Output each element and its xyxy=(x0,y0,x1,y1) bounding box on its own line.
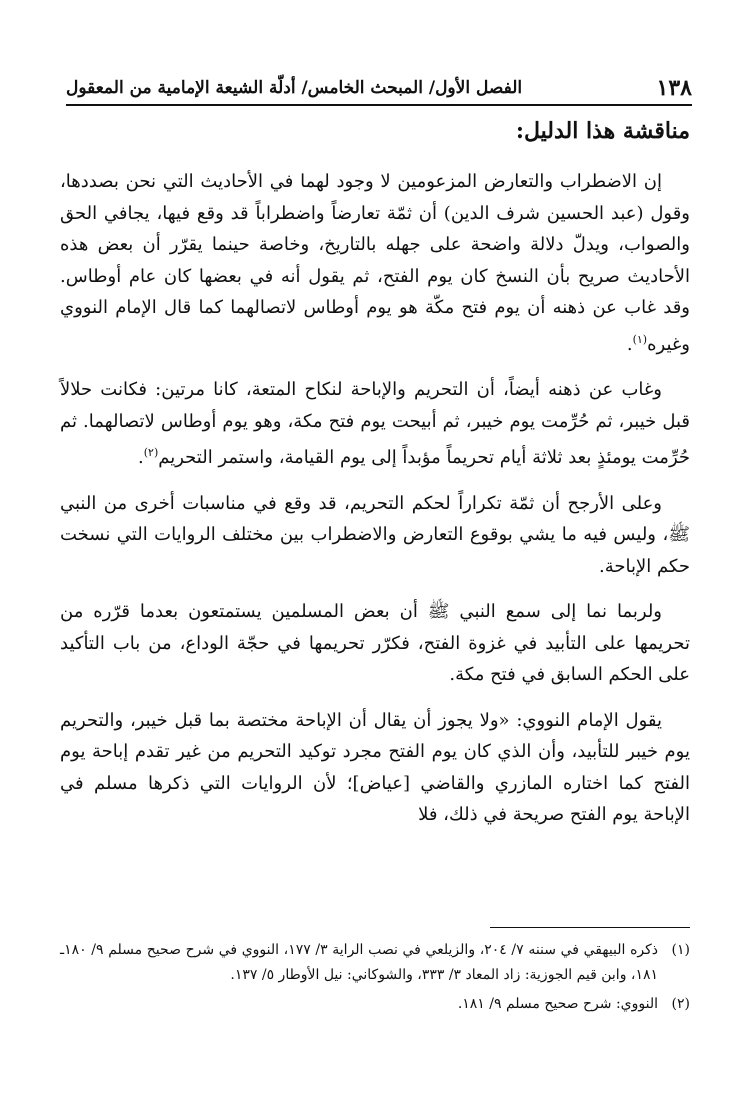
footnote xyxy=(60,938,690,988)
running-title: الفصل الأول/ المبحث الخامس/ أدلّة الشيعة الإمامية من المعقول xyxy=(66,78,523,98)
footnote-text: النووي: شرح صحيح مسلم ٩/ ١٨١. xyxy=(457,996,658,1012)
paragraph-end: . xyxy=(626,333,633,355)
body-text xyxy=(60,166,690,845)
footnote-text: ذكره البيهقي في سننه ٧/ ٢٠٤، والزيلعي في نصب الراية ٣/ ١٧٧، النووي في شرح صحيح مسلم ٩/ ١٨٠ـ ١٨١، وابن قيم الجوزية: زاد المعاد ٣/ ٣٣٣، والشوكاني: نيل الأوطار ٥/ ١٣٧. xyxy=(60,942,659,983)
paragraph xyxy=(60,166,690,360)
paragraph-text: وغاب عن ذهنه أيضاً، أن التحريم والإباحة لنكاح المتعة، كانا مرتين: فكانت حلالاً قبل خيبر، ثم حُرِّمت يوم خيبر، ثم أبيحت يوم فتح مكة، وهو يوم أوطاس لاتصالهما. ثم حُرِّمت يومئذٍ بعد ثلاثة أيام تحريماً مؤبداً إلى يوم القيامة، واستمر التحريم xyxy=(60,379,690,468)
page-header xyxy=(66,72,692,106)
paragraph xyxy=(60,488,690,583)
paragraph xyxy=(60,374,690,474)
paragraph-text: يقول الإمام النووي: «ولا يجوز أن يقال أن الإباحة مختصة بما قبل خيبر، والتحريم يوم خيبر للتأبيد، وأن الذي كان يوم الفتح مجرد توكيد التحريم من غير تقدم إباحة يوم الفتح كما اختاره المازري والقاضي [عياض]؛ لأن الروايات التي ذكرها مسلم في الإباحة يوم الفتح صريحة في ذلك، فلا xyxy=(60,709,690,825)
paragraph xyxy=(60,705,690,831)
paragraph-text: إن الاضطراب والتعارض المزعومين لا وجود لهما في الأحاديث التي نحن بصددها، وقول (عبد الحسين شرف الدين) أن ثمّة تعارضاً واضطراباً قد وقع فيها، يجافي الحق والصواب، ويدلّ دلالة واضحة على جهله بالتاريخ، وخاصة حينما يقرّر أن بعض هذه الأحاديث صريح بأن النسخ كان يوم الفتح، ثم يقول أنه في بعضها كان عام أوطاس. وقد غاب عن ذهنه أن يوم فتح مكّة هو يوم أوطاس لاتصالهما كما قال الإمام النووي وغيره xyxy=(60,171,690,355)
footnote-reference: (٢) xyxy=(143,446,159,459)
paragraph-text: وعلى الأرجح أن ثمّة تكراراً لحكم التحريم، قد وقع في مناسبات أخرى من النبي ﷺ، وليس فيه ما يشي بوقوع التعارض والاضطراب بين مختلف الروايات التي نسخت حكم الإباحة. xyxy=(60,492,690,577)
paragraph-end: . xyxy=(138,447,144,468)
section-heading: مناقشة هذا الدليل: xyxy=(515,118,690,144)
paragraph xyxy=(60,596,690,691)
footnote-number: (٢) xyxy=(671,996,690,1012)
footnotes xyxy=(60,938,690,1021)
page-number: ١٣٨ xyxy=(656,75,692,101)
footnote-divider xyxy=(490,927,690,928)
footnote xyxy=(60,992,690,1017)
paragraph-text: ولربما نما إلى سمع النبي ﷺ أن بعض المسلمين يستمتعون بعدما قرّره من تحريمها على التأبيد في غزوة الفتح، فكرّر تحريمها في حجّة الوداع، من باب التأكيد على الحكم السابق في فتح مكة. xyxy=(60,601,690,685)
footnote-reference: (١) xyxy=(632,332,648,346)
footnote-number: (١) xyxy=(671,942,690,958)
